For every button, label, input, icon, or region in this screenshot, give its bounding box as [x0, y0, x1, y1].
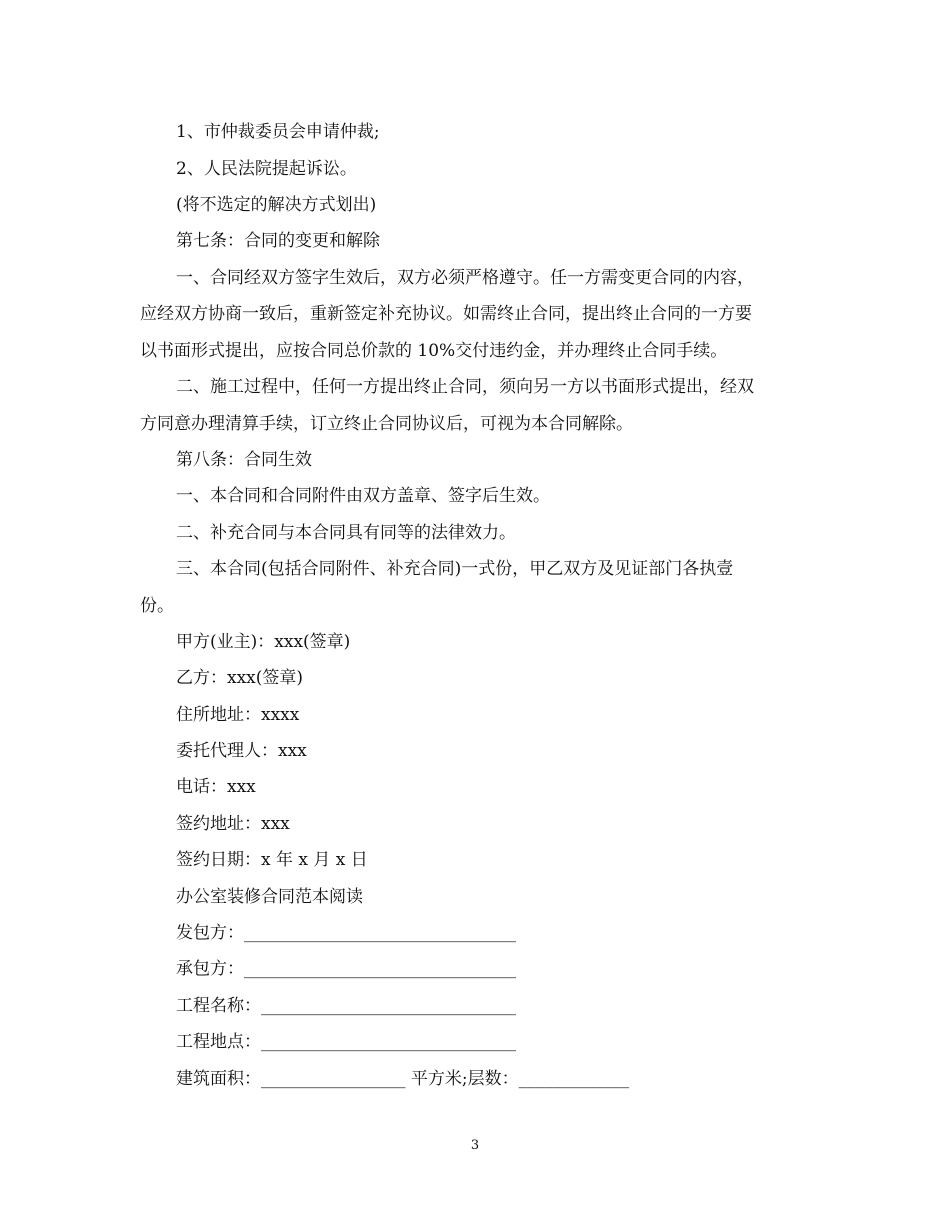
text-line-11: 一、本合同和合同附件由双方盖章、签字后生效。	[176, 486, 550, 506]
party-a-line: 甲方(业主)：xxx(签章)	[176, 632, 351, 652]
signing-address-line: 签约地址：xxx	[176, 814, 290, 834]
text-line-13: 三、本合同(包括合同附件、补充合同)一式份，甲乙双方及见证部门各执壹	[176, 559, 734, 579]
project-location-field: 工程地点：______________________________	[176, 1032, 516, 1052]
article-8-heading: 第八条：合同生效	[176, 450, 312, 470]
agent-line: 委托代理人：xxx	[176, 741, 307, 761]
text-line-12: 二、补充合同与本合同具有同等的法律效力。	[176, 523, 516, 543]
text-line-7: 以书面形式提出，应按合同总价款的 10%交付违约金，并办理终止合同手续。	[140, 341, 728, 361]
signing-date-line: 签约日期：x 年 x 月 x 日	[176, 850, 368, 870]
contractor-field: 承包方：________________________________	[176, 959, 516, 979]
text-line-14: 份。	[140, 596, 174, 616]
section-title: 办公室装修合同范本阅读	[176, 887, 363, 907]
employer-field: 发包方：________________________________	[176, 923, 516, 943]
text-line-2: 2、人民法院提起诉讼。	[176, 159, 357, 179]
address-line: 住所地址：xxxx	[176, 705, 300, 725]
party-b-line: 乙方：xxx(签章)	[176, 668, 304, 688]
page-number: 3	[470, 1138, 480, 1153]
text-line-1: 1、市仲裁委员会申请仲裁;	[176, 122, 380, 142]
project-name-field: 工程名称：______________________________	[176, 996, 516, 1016]
text-line-9: 方同意办理清算手续，订立终止合同协议后，可视为本合同解除。	[140, 414, 633, 434]
phone-line: 电话：xxx	[176, 777, 256, 797]
article-7-heading: 第七条：合同的变更和解除	[176, 231, 380, 251]
text-line-6: 应经双方协商一致后，重新签定补充协议。如需终止合同，提出终止合同的一方要	[140, 304, 752, 324]
text-line-5: 一、合同经双方签字生效后，双方必须严格遵守。任一方需变更合同的内容，	[176, 268, 754, 288]
text-line-3: (将不选定的解决方式划出)	[176, 195, 377, 215]
text-line-8: 二、施工过程中，任何一方提出终止合同，须向另一方以书面形式提出，经双	[176, 377, 754, 397]
building-area-field: 建筑面积：_________________ 平方米;层数：_____________	[176, 1069, 630, 1089]
